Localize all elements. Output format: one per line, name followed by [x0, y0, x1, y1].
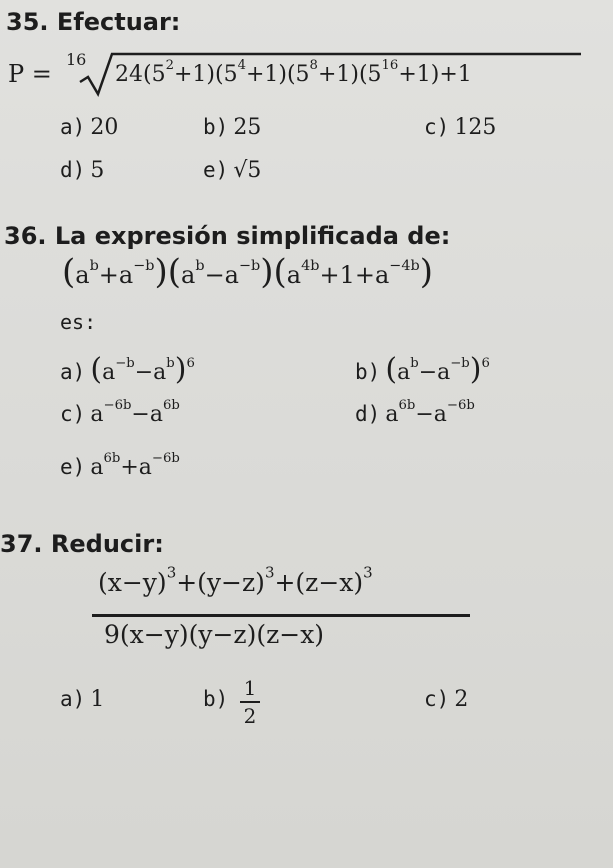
- q35-exp: 16: [381, 58, 399, 74]
- option-expression: $a^{6b}+a^{-6b}$: [90, 451, 180, 480]
- option-value: 25: [233, 115, 262, 140]
- q36-number: 36.: [4, 222, 47, 250]
- option-value: 20: [90, 115, 119, 140]
- q35-radicand-part: +1)(5: [245, 62, 310, 87]
- option-letter: d): [60, 158, 86, 182]
- option-expression: $a^{-6b}-a^{6b}$: [90, 398, 180, 427]
- q36-es-label: es:: [60, 310, 97, 334]
- option-letter: c): [424, 115, 450, 139]
- option-letter: e): [60, 455, 86, 479]
- option-value: √5: [233, 158, 262, 183]
- q35-root-index: 16: [66, 50, 87, 69]
- q37-title: Reducir:: [50, 530, 164, 558]
- q37-option-b[interactable]: [203, 687, 228, 711]
- option-letter: a): [60, 687, 86, 711]
- option-value: 5: [90, 158, 105, 183]
- q37-number: 37.: [0, 530, 43, 558]
- q35-title: Efectuar:: [56, 8, 181, 36]
- option-letter: b): [203, 115, 229, 139]
- option-letter: c): [60, 402, 86, 426]
- q35-exp: 2: [165, 58, 174, 74]
- q35-option-c[interactable]: [424, 115, 496, 140]
- q37-heading: [0, 530, 164, 558]
- q37-numerator: $(x-y)^3+(y-z)^3+(z-x)^3$: [98, 563, 373, 597]
- option-letter: d): [355, 402, 381, 426]
- option-letter: a): [60, 360, 86, 384]
- option-letter: e): [203, 158, 229, 182]
- q37-denominator: 9(x−y)(y−z)(z−x): [104, 620, 325, 649]
- q36-expression: $(a^b+a^{-b})(a^b-a^{-b})(a^{4b}+1+a^{-4b})$: [62, 252, 433, 292]
- fraction-bar: [240, 701, 260, 703]
- option-letter: b): [355, 360, 381, 384]
- option-letter: c): [424, 687, 450, 711]
- q37-fraction-bar: [92, 614, 470, 617]
- q35-option-d[interactable]: [60, 158, 104, 183]
- q35-number: 35.: [6, 8, 49, 36]
- option-letter: a): [60, 115, 86, 139]
- q35-radicand-part: +1)(5: [317, 62, 382, 87]
- fraction-denominator: 2: [243, 704, 257, 728]
- q35-radicand-part: +1)+1: [398, 62, 472, 87]
- q36-heading: [4, 222, 450, 250]
- q36-option-e[interactable]: [60, 451, 180, 480]
- q35-exp: 8: [309, 58, 318, 74]
- q35-radicand: [115, 58, 472, 87]
- q37-option-c[interactable]: [424, 687, 468, 712]
- option-value: 1: [90, 687, 105, 712]
- option-expression: $(a^b-a^{-b})^6$: [385, 352, 490, 387]
- q36-option-b[interactable]: [355, 352, 490, 387]
- q35-radicand-part: +1)(5: [173, 62, 238, 87]
- option-expression: $(a^{-b}-a^b)^6$: [90, 352, 195, 387]
- fraction-numerator: 1: [243, 676, 257, 700]
- q37-option-b-fraction: [240, 676, 260, 728]
- q37-option-a[interactable]: [60, 687, 104, 712]
- option-value: 125: [454, 115, 497, 140]
- q36-option-c[interactable]: [60, 398, 180, 427]
- option-expression: $a^{6b}-a^{-6b}$: [385, 398, 475, 427]
- q35-exp: 4: [237, 58, 246, 74]
- q35-option-a[interactable]: [60, 115, 118, 140]
- q35-lhs: P =: [8, 60, 52, 88]
- q35-option-e[interactable]: [203, 158, 261, 183]
- option-letter: b): [203, 687, 229, 711]
- q36-option-d[interactable]: [355, 398, 475, 427]
- option-value: 2: [454, 687, 469, 712]
- q35-heading: [6, 8, 180, 36]
- q36-option-a[interactable]: [60, 352, 195, 387]
- q36-title: La expresión simplificada de:: [54, 222, 451, 250]
- q35-option-b[interactable]: [203, 115, 261, 140]
- q35-radicand-part: 24(5: [115, 62, 166, 87]
